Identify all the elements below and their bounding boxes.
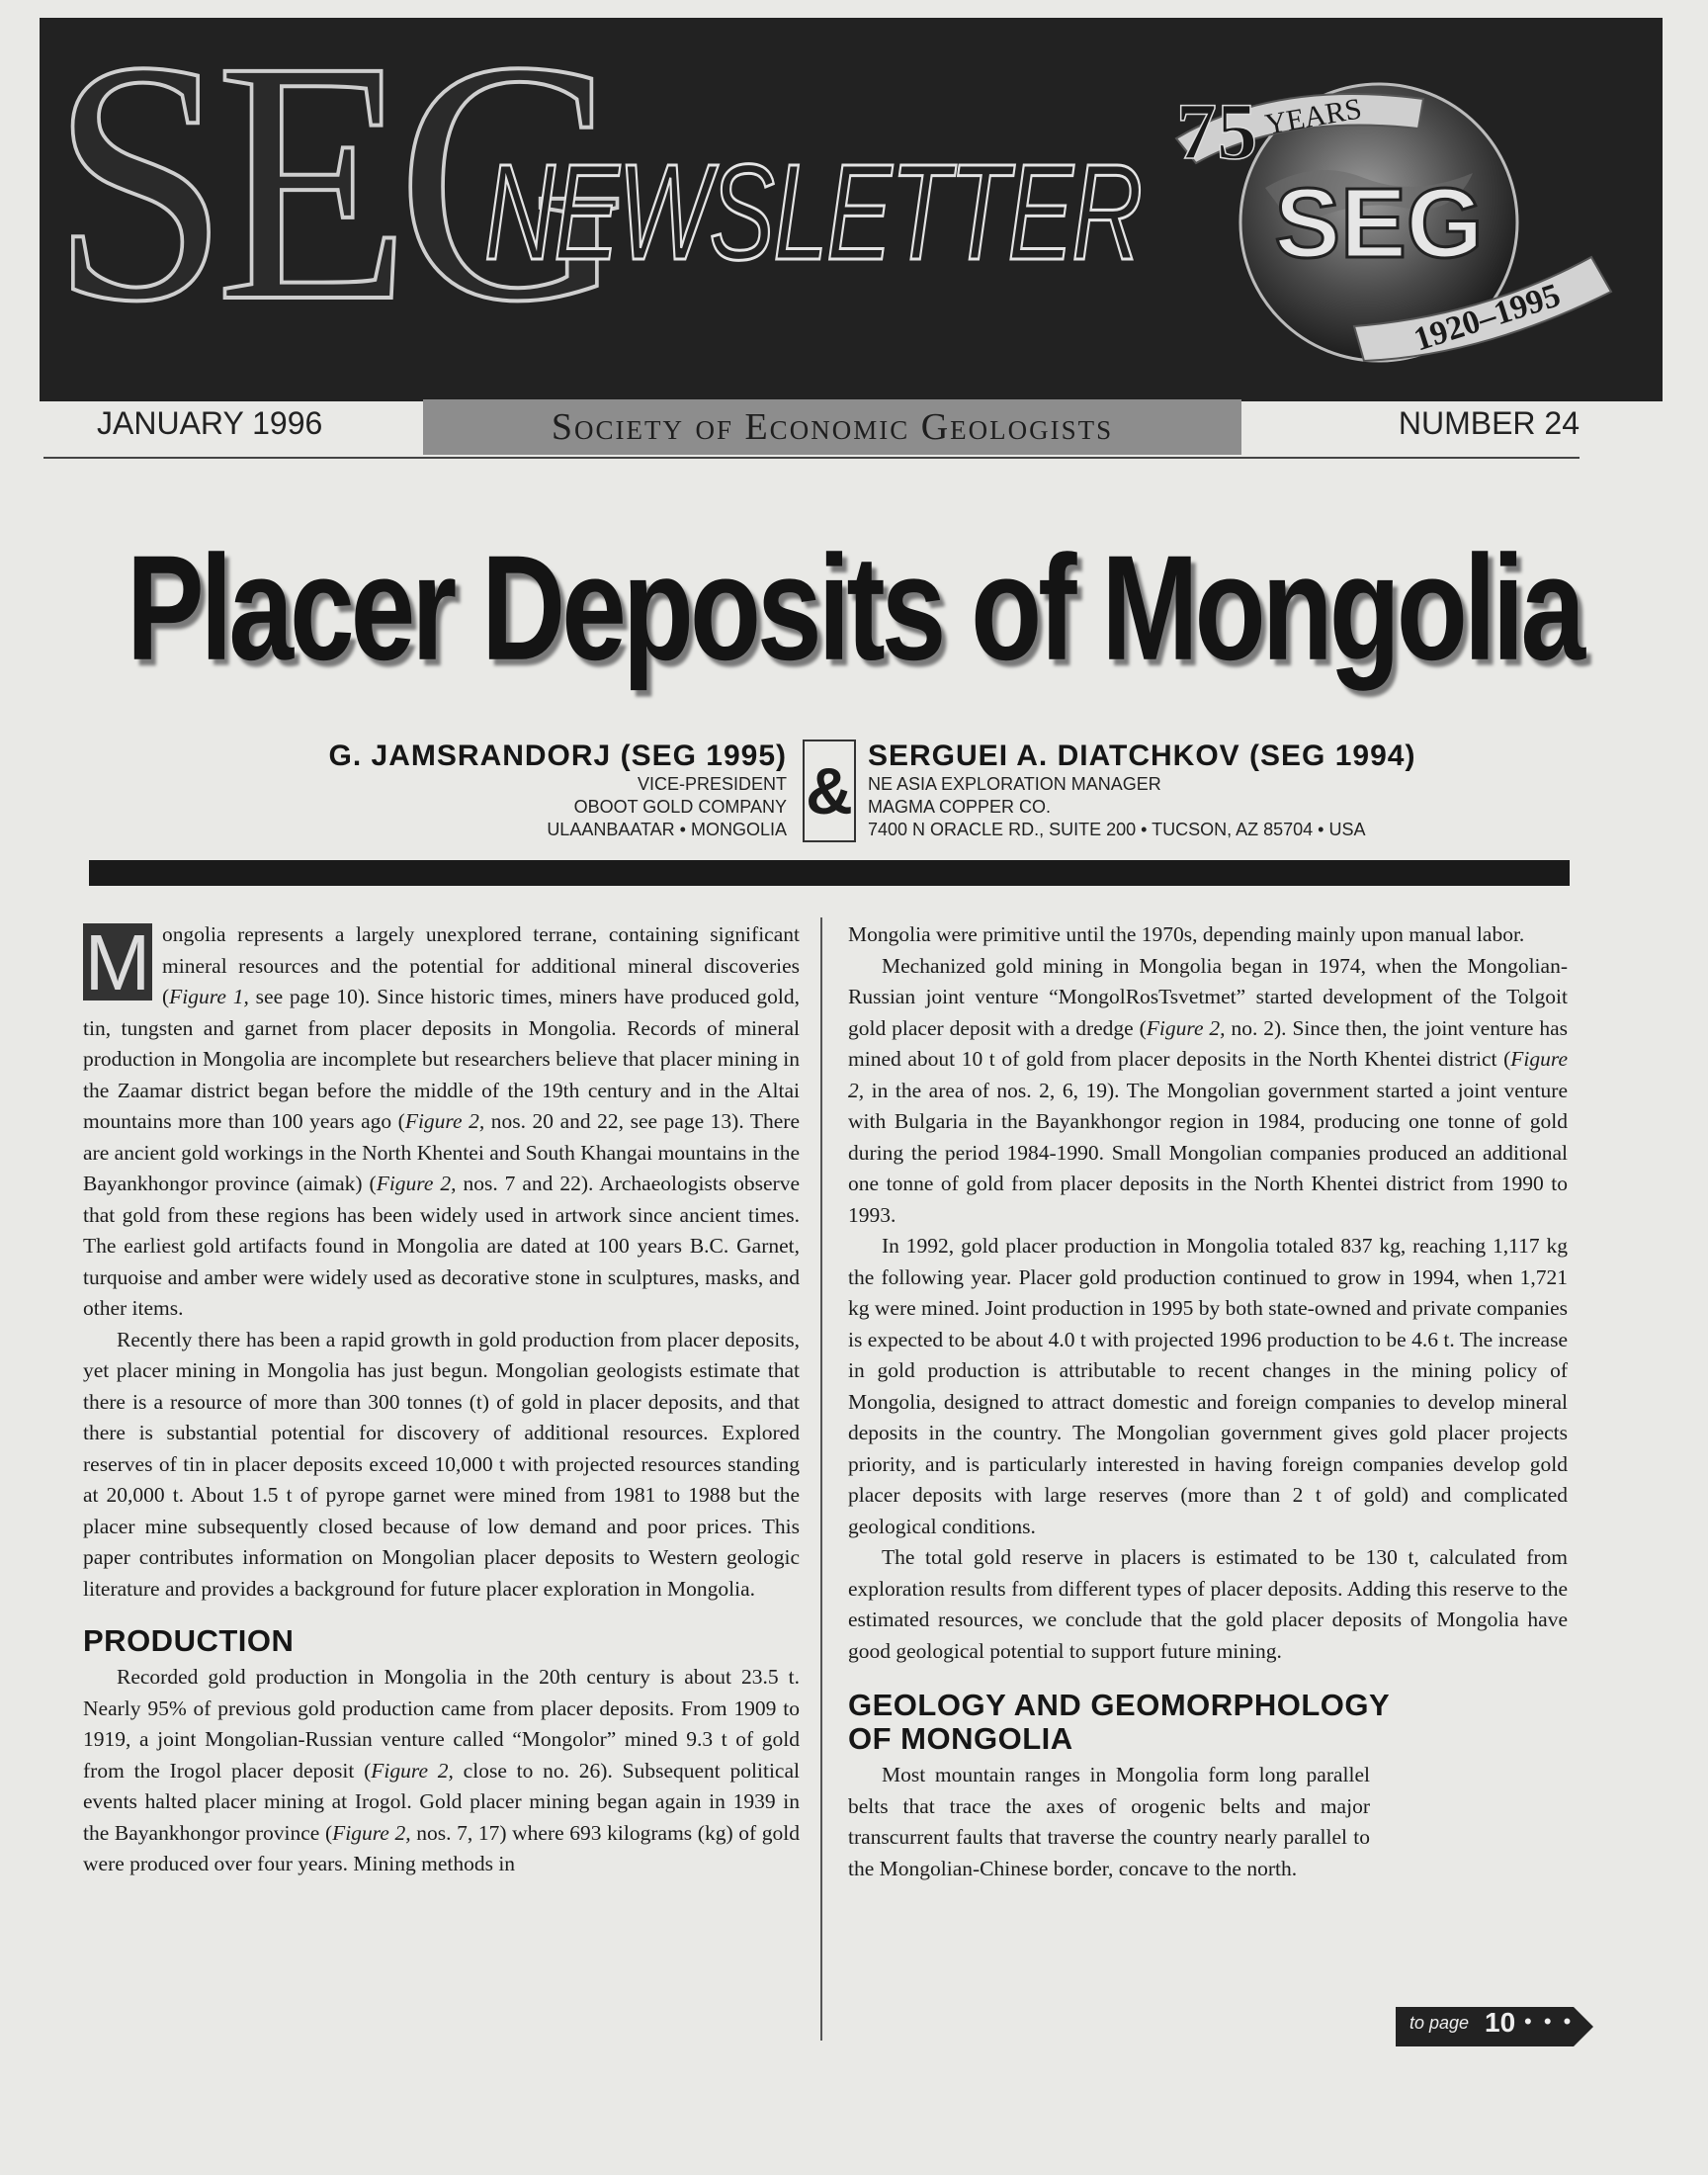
text-run: see page 10). Since historic times, miners have produced gold, tin, tungsten and garnet from placer deposits in Mongolia. Records of mineral production in Mongolia are incomplete but researchers believe that placer mining in the Zaamar district began before the middle of the 19th century and in the Altai mountains more than 100 years ago ( [83,985,801,1133]
text-run: close to no. 26). Subsequent political events halted placer mining at Irogol. Gold placer mining began again in 1939 in the Bayankhongor province ( [83,1758,800,1845]
paragraph: In 1992, gold placer production in Mongolia totaled 837 kg, reaching 1,117 kg the following year. Placer gold production continued to grow in 1994, when 1,721 kg were mined. Joint production in 1995 by both state-owned and private companies is expected to be about 4.0 t with projected 1996 production to be 4.6 t. The increase in gold production is attributable to recent changes in the mining policy of Mongolia, designed to attract domestic and foreign companies to develop mineral deposits in the country. The Mongolian government gives gold placer projects priority, and is particularly interested in having foreign companies develop gold placer deposits with large reserves (more than 2 t of gold) and complicated geological conditions. [848,1234,1568,1538]
anniversary-emblem [1156,69,1621,366]
figure-reference: Figure 2, [1146,1015,1226,1040]
anniversary-range: 1920–1995 [1409,277,1565,359]
newsletter-wordmark: NEWSLETTER [484,136,1142,289]
paragraph: Mongolia were primitive until the 1970s, depending mainly upon manual labor. [848,922,1525,946]
author-location: ULAANBAATAR • MONGOLIA [547,820,787,839]
issue-date: JANUARY 1996 [97,405,323,441]
ampersand-box: & [803,740,856,842]
author-block-2 [868,740,1415,841]
column-divider [820,917,822,2041]
figure-reference: Figure 2, [376,1172,457,1195]
issue-number: NUMBER 24 [1398,405,1580,441]
figure-reference: Figure 2, [404,1109,485,1133]
issue-bar-rule [43,457,1580,459]
author-company: MAGMA COPPER CO. [868,797,1052,817]
figure-reference: Figure 2, [848,1047,1568,1102]
author-title: VICE-PRESIDENT [637,774,787,794]
article-column-left [83,919,800,1880]
heading-line: OF MONGOLIA [848,1721,1073,1756]
article-column-right [848,919,1568,1884]
continue-to-page-tab[interactable] [1396,2007,1593,2046]
society-name: Society of Economic Geologists [551,406,1114,448]
text-run: ongolia represents a largely unexplored terrane, containing significant mineral resources and the potential for additional mineral discoveries ( [162,922,800,1008]
figure-reference: Figure 2, [371,1758,454,1783]
title-rule [89,860,1570,886]
section-heading-production: PRODUCTION [83,1623,295,1658]
issue-bar [43,399,1580,457]
text-run: Recorded gold production in Mongolia in the 20th century is about 23.5 t. Nearly 95% of previous gold production came from placer deposits. From 1909 to 1919, a joint Mongolian-Russian venture called “Mongolor” mined 9.3 t of gold from the Irogol placer deposit ( [83,1665,800,1783]
author-name: G. JAMSRANDORJ (SEG 1995) [328,740,787,772]
figure-reference: Figure 1, [169,985,249,1008]
drop-cap: M [84,918,151,1006]
author-title: NE ASIA EXPLORATION MANAGER [868,774,1161,794]
seg-logo-letters: SEG [51,18,615,373]
society-band [423,399,1241,455]
text-run: no. 2). Since then, the joint venture has mined about 10 t of gold from placer deposits in the North Khentei district ( [848,1015,1568,1071]
text-run: nos. 7, 17) where 693 kilograms (kg) of gold were produced over four years. Mining methods in [83,1820,801,1875]
text-run: in the area of nos. 2, 6, 19). The Mongolian government started a joint venture with Bulgaria in the Bayankhongor region in 1984, producing one tonne of gold during the period 1984-1990. Small Mongolian companies produced an additional one tonne of gold from placer deposits in the North Khentei district from 1990 to 1993. [848,1078,1568,1227]
text-run: nos. 20 and 22, see page 13). There are ancient gold workings in the North Khentei and South Khangai mountains in the Bayankhongor province (aimak) ( [83,1109,800,1195]
author-company: OBOOT GOLD COMPANY [573,797,787,817]
anniversary-years-label: YEARS [1262,92,1365,141]
continue-page-number: 10 [1485,2007,1516,2038]
heading-line: GEOLOGY AND GEOMORPHOLOGY [848,1688,1391,1722]
section-heading-geology [848,1689,1568,1756]
paragraph [83,1662,800,1880]
author-name: SERGUEI A. DIATCHKOV (SEG 1994) [868,740,1416,772]
figure-reference: Figure 2, [332,1820,411,1845]
author-block-1 [329,740,787,841]
author-address: 7400 N ORACLE RD., SUITE 200 • TUCSON, AZ 85704 • USA [868,820,1366,839]
paragraph [848,951,1568,1232]
article-title: Placer Deposits of Mongolia [126,525,1582,692]
continue-label: to page [1409,2013,1470,2033]
text-run: nos. 7 and 22). Archaeologists observe that gold from these regions has been widely used in artwork since ancient times. The earliest gold artifacts found in Mongolia are dated at 100 years B.C. Garnet, turquoise and amber were widely used as decorative stone in sculptures, masks, and other items. [83,1172,800,1320]
paragraph [83,919,800,1325]
masthead [40,18,1663,401]
continue-dots: • • • [1524,2009,1575,2034]
text-run: Mechanized gold mining in Mongolia began in 1974, when the Mongolian-Russian joint venture “MongolRosTsvetmet” started development of the Tolgoit gold placer deposit with a dredge ( [848,953,1568,1040]
anniversary-years-number: 75 [1176,86,1257,176]
paragraph: Most mountain ranges in Mongolia form long parallel belts that trace the axes of orogenic belts and major transcurrent faults that traverse the country nearly parallel to the Mongolian-Chinese border, concave to the north. [848,1763,1370,1880]
paragraph: Recently there has been a rapid growth in gold production from placer deposits, yet placer mining in Mongolia has just begun. Mongolian geologists estimate that there is a resource of more than 300 tonnes (t) of gold in placer deposits, and that there is substantial potential for discovery of additional resources. Explored reserves of tin in placer deposits exceed 10,000 t with projected resources standing at 20,000 t. About 1.5 t of pyrope garnet were mined from 1981 to 1988 but the placer mine subsequently closed because of low demand and poor prices. This paper contributes information on Mongolian placer deposits to Western geologic literature and provides a background for future placer exploration in Mongolia. [83,1327,800,1601]
anniversary-emblem-text: SEG [1274,168,1484,279]
paragraph: The total gold reserve in placers is estimated to be 130 t, calculated from exploration results from different types of placer deposits. Adding this reserve to the estimated resources, we conclude that the gold placer deposits of Mongolia have good geological potential to support future mining. [848,1545,1568,1663]
